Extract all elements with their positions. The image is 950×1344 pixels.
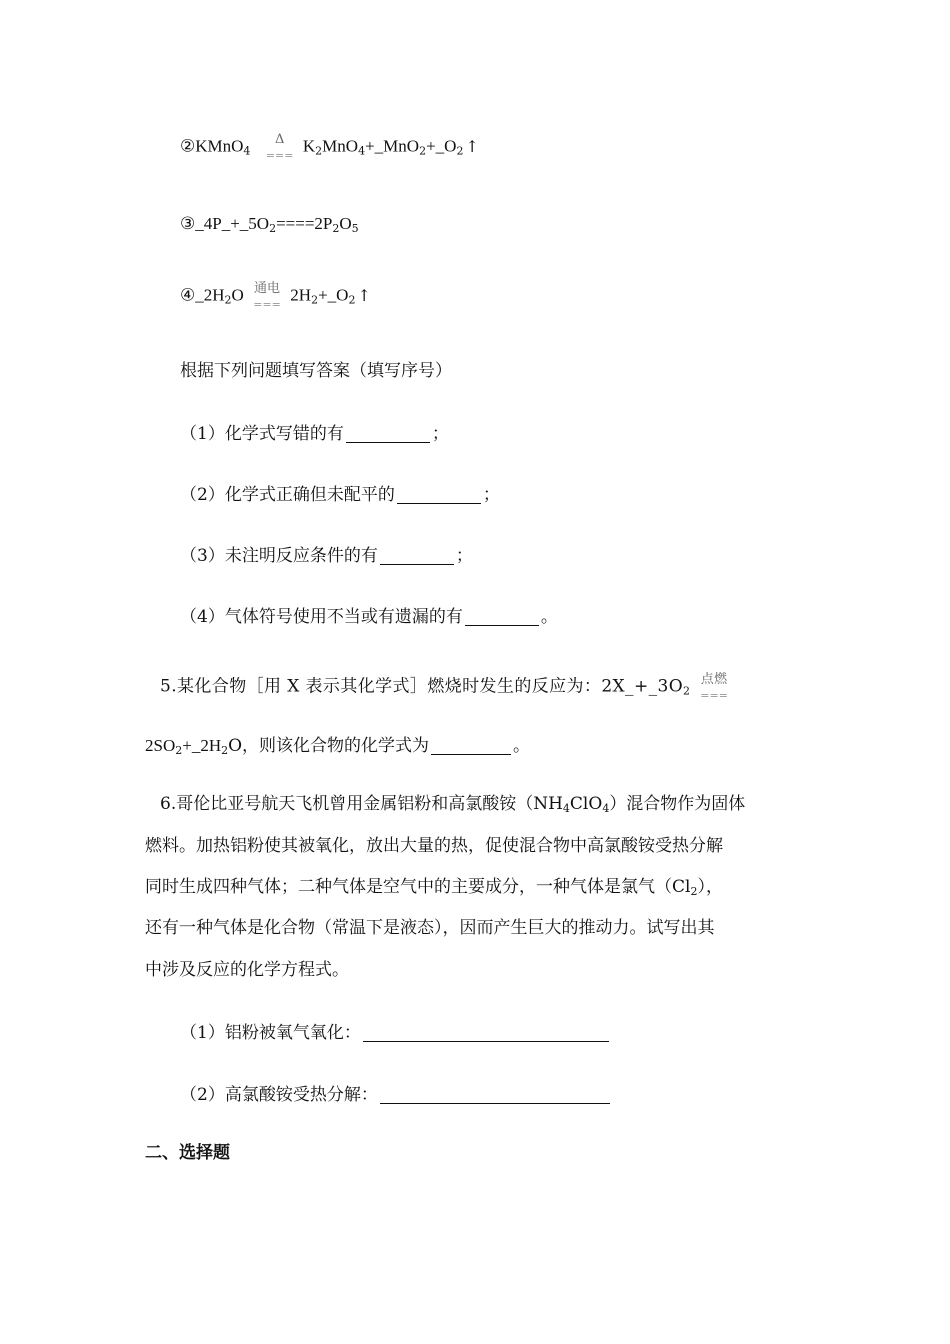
answer-blank[interactable] [380,546,454,565]
answer-blank[interactable] [346,424,430,443]
equation-4: $④\_2H_2O$ 通电 === $2H_2+\_O_2$ ↑ [180,281,371,311]
answer-blank[interactable] [397,485,481,504]
equation-2: ②KMnO$_4$ Δ === $K_2MnO_4+\_MnO_2+\_O_2$ ↑ [180,132,479,162]
equation-3: $③\_4P\_+\_5O_2====2P_2O_5$ [180,214,359,235]
answer-blank[interactable] [380,1085,610,1104]
question-1: （1）化学式写错的有 ； [180,424,449,444]
question-6-2: （2）高氯酸铵受热分解： [180,1085,612,1104]
section-heading: 二、选择题 [145,1143,230,1163]
gas-arrow-icon: ↑ [465,136,479,156]
problem-5-line-2: $2SO_2+\_2H_2O$，则该化合物的化学式为 。 [145,736,531,757]
instruction-text: 根据下列问题填写答案（填写序号） [180,361,452,381]
electrolysis-condition: 通电 === [253,281,281,311]
problem-6-line-5: 中涉及反应的化学方程式。 [145,960,349,980]
heat-condition: Δ === [265,132,294,162]
question-2: （2）化学式正确但未配平的 ； [180,485,500,505]
problem-5-line-1: 5.某化合物［用 X 表示其化学式］燃烧时发生的反应为：$2X\_+\_3O_2$ 点燃 === [160,672,728,702]
answer-blank[interactable] [363,1023,609,1042]
problem-6-line-3: 同时生成四种气体；二种气体是空气中的主要成分，一种气体是氯气$(Cl_2)$， [145,877,723,898]
problem-6-line-2: 燃料。加热铝粉使其被氧化，放出大量的热，促使混合物中高氯酸铵受热分解 [145,836,723,856]
problem-6-line-4: 还有一种气体是化合物（常温下是液态），因而产生巨大的推动力。试写出其 [145,918,715,938]
problem-6-line-1: 6.哥伦比亚号航天飞机曾用金属铝粉和高氯酸铵$(NH_4ClO_4)$混合物作为固体 [160,794,746,815]
question-6-1: （1）铝粉被氧气氧化： [180,1023,611,1042]
answer-blank[interactable] [431,736,511,755]
gas-arrow-icon: ↑ [357,285,371,305]
question-4: （4）气体符号使用不当或有遗漏的有 。 [180,607,558,627]
answer-blank[interactable] [465,607,539,626]
question-3: （3）未注明反应条件的有 ； [180,546,473,566]
ignition-condition: 点燃 === [700,672,728,702]
